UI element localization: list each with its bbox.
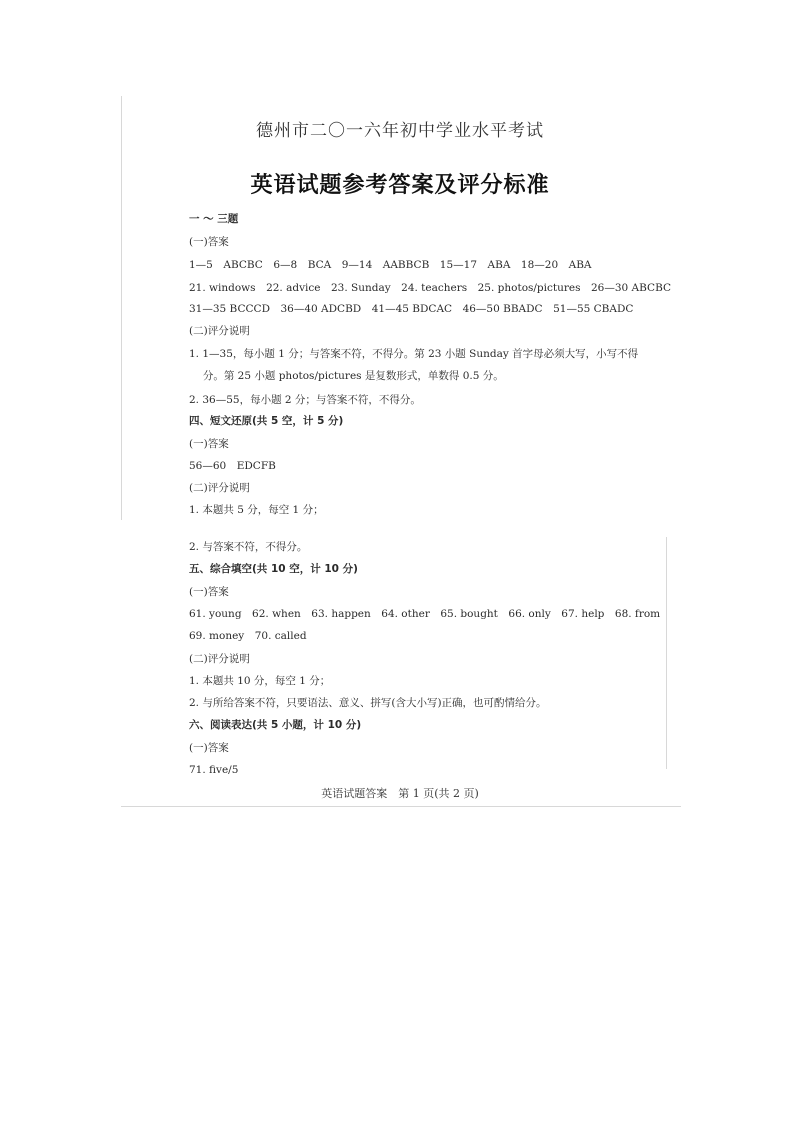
scoring-note: 2. 与答案不符，不得分。 (189, 541, 308, 553)
subheading-answers: (一)答案 (189, 742, 229, 754)
subheading-answers: (一)答案 (189, 438, 229, 450)
scoring-note: 2. 36—55，每小题 2 分；与答案不符，不得分。 (189, 394, 421, 406)
answer-row: 56—60 EDCFB (189, 460, 276, 472)
scoring-note: 1. 本题共 10 分，每空 1 分； (189, 675, 331, 687)
scoring-note: 2. 与所给答案不符，只要语法、意义、拼写(含大小写)正确，也可酌情给分。 (189, 697, 547, 709)
answer-row: 21. windows 22. advice 23. Sunday 24. teachers 25. photos/pictures 26—30 ABCBC (189, 282, 672, 294)
exam-title: 德州市二〇一六年初中学业水平考试 (256, 121, 544, 141)
subheading-scoring: (二)评分说明 (189, 325, 250, 337)
scoring-note-cont: 分。第 25 小题 photos/pictures 是复数形式，单数得 0.5 分。 (189, 370, 504, 382)
subheading-answers: (一)答案 (189, 236, 229, 248)
section-heading-5: 五、综合填空(共 10 空，计 10 分) (189, 563, 358, 575)
scan-border-right-bottom (666, 537, 667, 769)
answer-row: 69. money 70. called (189, 630, 307, 642)
document-title: 英语试题参考答案及评分标准 (250, 173, 550, 198)
section-heading-4: 四、短文还原(共 5 空，计 5 分) (189, 415, 344, 427)
subheading-scoring: (二)评分说明 (189, 482, 250, 494)
answer-row: 1—5 ABCBC 6—8 BCA 9—14 AABBCB 15—17 ABA 18—20 ABA (189, 259, 592, 271)
answer-row: 71. five/5 (189, 764, 239, 776)
scan-border-bottom (121, 806, 681, 807)
page-footer: 英语试题答案 第 1 页(共 2 页) (321, 787, 479, 800)
scan-border-left-top (121, 96, 122, 520)
section-heading-6: 六、阅读表达(共 5 小题，计 10 分) (189, 719, 362, 731)
subheading-scoring: (二)评分说明 (189, 653, 250, 665)
scoring-note: 1. 本题共 5 分，每空 1 分； (189, 504, 324, 516)
answer-row: 31—35 BCCCD 36—40 ADCBD 41—45 BDCAC 46—50 BBADC 51—55 CBADC (189, 303, 634, 315)
answer-row: 61. young 62. when 63. happen 64. other 65. bought 66. only 67. help 68. from (189, 608, 661, 620)
scoring-note: 1. 1—35，每小题 1 分；与答案不符，不得分。第 23 小题 Sunday 首字母必须大写，小写不得 (189, 348, 639, 360)
subheading-answers: (一)答案 (189, 586, 229, 598)
section-heading-1-3: 一 ～ 三题 (189, 213, 239, 225)
